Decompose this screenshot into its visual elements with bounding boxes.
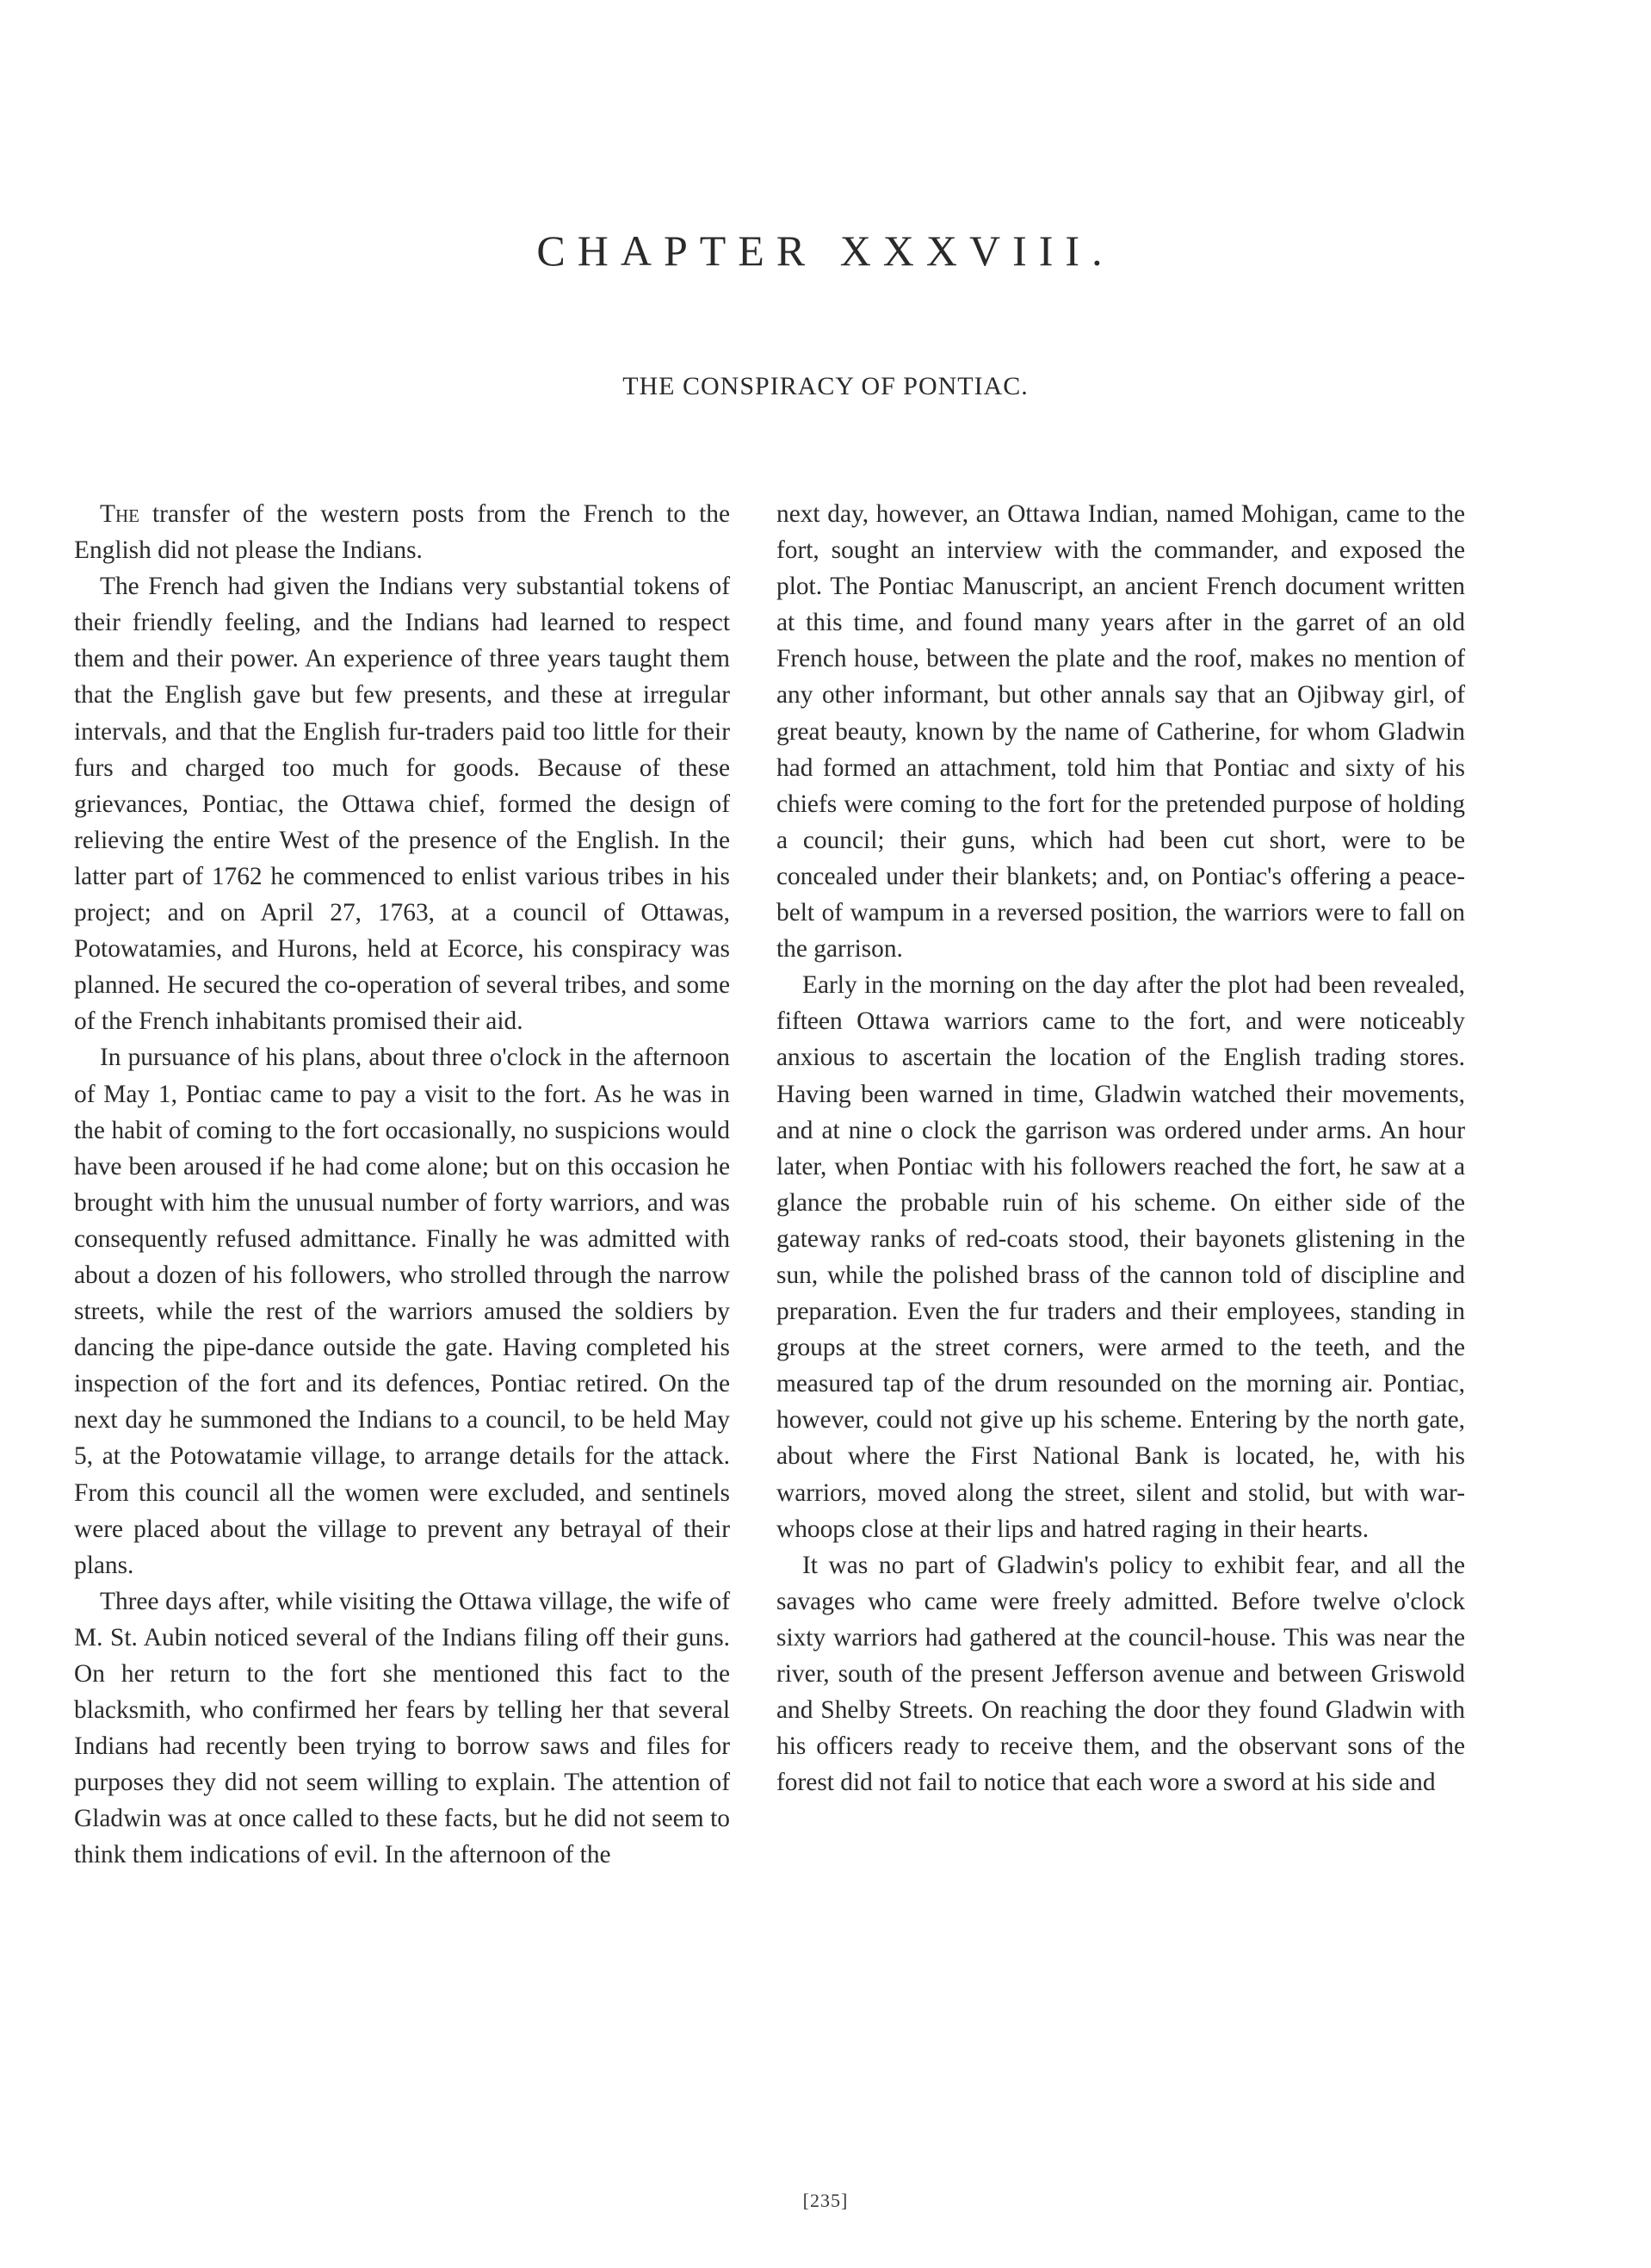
paragraph xyxy=(74,496,730,568)
paragraph: The French had given the Indians very substantial tokens of their friendly feeling, and the Indians had learned to respect them and their power. An experience of three years taught them that the English gave but few presents, and these at irregular intervals, and that the English fur-traders paid too little for their furs and charged too much for goods. Because of these grievances, Pontiac, the Ottawa chief, formed the design of relieving the entire West of the presence of the English. In the latter part of 1762 he commenced to enlist various tribes in his project; and on April 27, 1763, at a council of Ottawas, Potowatamies, and Hurons, held at Ecorce, his conspiracy was planned. He secured the co-operation of several tribes, and some of the French inhabitants promised their aid. xyxy=(74,573,730,1036)
paragraph: Three days after, while visiting the Ottawa village, the wife of M. St. Aubin noticed several of the Indians filing off their guns. On her return to the fort she mentioned this fact to the blacksmith, who confirmed her fears by telling her that several Indians had recently been trying to borrow saws and files for purposes they did not seem willing to explain. The attention of Gladwin was at once called to these facts, but he did not seem to think them indications of evil. In the afternoon of the xyxy=(74,1587,730,1869)
lead-word: The xyxy=(100,500,139,528)
paragraph: Early in the morning on the day after the plot had been revealed, fifteen Ottawa warriors came to the fort, and were noticeably anxious to ascertain the location of the English trading stores. Having been warned in time, Gladwin watched their movements, and at nine o clock the garrison was ordered under arms. An hour later, when Pontiac with his followers reached the fort, he saw at a glance the probable ruin of his scheme. On either side of the gateway ranks of red-coats stood, their bayonets glistening in the sun, while the polished brass of the cannon told of discipline and preparation. Even the fur traders and their employees, standing in groups at the street corners, were armed to the teeth, and the measured tap of the drum resounded on the morning air. Pontiac, however, could not give up his scheme. Entering by the north gate, about where the First National Bank is located, he, with his warriors, moved along the street, silent and stolid, but with war-whoops close at their lips and hatred raging in their hearts. xyxy=(776,971,1465,1543)
right-column xyxy=(776,496,1465,1800)
page-number: [235] xyxy=(802,2190,849,2211)
left-column xyxy=(74,496,730,1874)
chapter-title: CHAPTER XXXVIII. xyxy=(536,226,1115,275)
chapter-subtitle: THE CONSPIRACY OF PONTIAC. xyxy=(622,372,1029,400)
paragraph-text: transfer of the western posts from the French to the English did not please the Indians. xyxy=(74,500,730,565)
paragraph: It was no part of Gladwin's policy to exhibit fear, and all the savages who came were freely admitted. Before twelve o'clock sixty warriors had gathered at the council-house. This was near the river, south of the present Jefferson avenue and between Griswold and Shelby Streets. On reaching the door they found Gladwin with his officers ready to receive them, and the observant sons of the forest did not fail to notice that each wore a sword at his side and xyxy=(776,1551,1465,1797)
paragraph: In pursuance of his plans, about three o'clock in the afternoon of May 1, Pontiac came to pay a visit to the fort. As he was in the habit of coming to the fort occasionally, no suspicions would have been aroused if he had come alone; but on this occasion he brought with him the unusual number of forty warriors, and was consequently refused admittance. Finally he was admitted with about a dozen of his followers, who strolled through the narrow streets, while the rest of the warriors amused the soldiers by dancing the pipe-dance outside the gate. Having completed his inspection of the fort and its defences, Pontiac retired. On the next day he summoned the Indians to a council, to be held May 5, at the Potowatamie village, to arrange details for the attack. From this council all the women were excluded, and sentinels were placed about the village to prevent any betrayal of their plans. xyxy=(74,1044,730,1579)
paragraph: next day, however, an Ottawa Indian, named Mohigan, came to the fort, sought an interview with the commander, and exposed the plot. The Pontiac Manuscript, an ancient French document written at this time, and found many years after in the garret of an old French house, between the plate and the roof, makes no mention of any other informant, but other annals say that an Ojibway girl, of great beauty, known by the name of Catherine, for whom Gladwin had formed an attachment, told him that Pontiac and sixty of his chiefs were coming to the fort for the pretended purpose of holding a council; their guns, which had been cut short, were to be concealed under their blankets; and, on Pontiac's offering a peace-belt of wampum in a reversed position, the warriors were to fall on the garrison. xyxy=(776,500,1465,964)
